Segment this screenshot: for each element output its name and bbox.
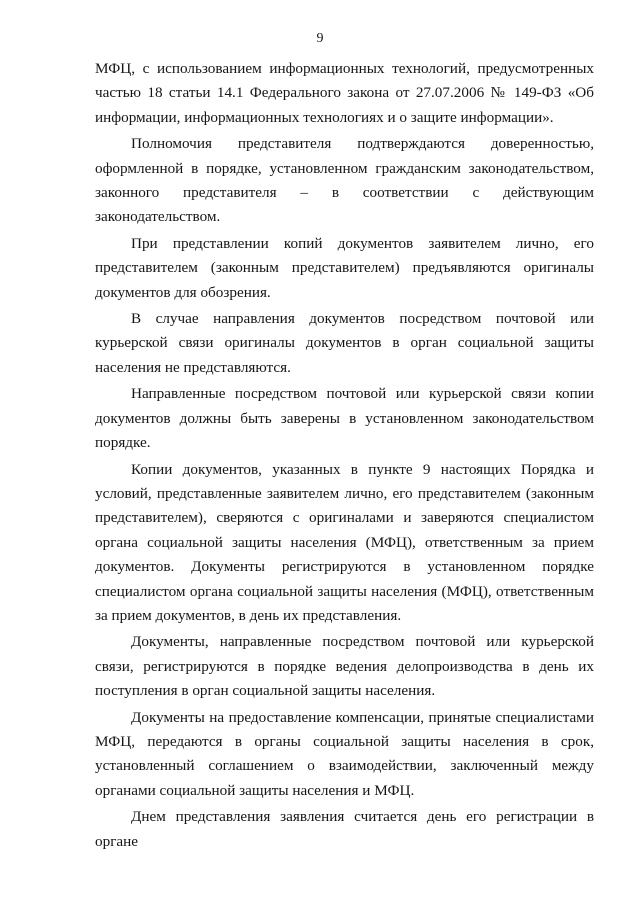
paragraph-application-date: Днем представления заявления считается день его регистрации в органе — [95, 808, 594, 850]
paragraph-postal-originals: В случае направления документов посредством почтовой или курьерской связи оригиналы документов в орган социальной защиты населения не представляются. — [95, 310, 594, 376]
paragraph-mfc-info-technologies: МФЦ, с использованием информационных технологий, предусмотренных частью 18 статьи 14.1 Федерального закона от 27.07.2006 № 149-ФЗ «Об информации, информационных технологиях и о защите информации». — [95, 60, 594, 126]
paragraph-mfc-transfer: Документы на предоставление компенсации, принятые специалистами МФЦ, передаются в органы социальной защиты населения в срок, установленный соглашением о взаимодействии, заключенный между органами социальной защиты населения и МФЦ. — [95, 708, 594, 799]
paragraph-postal-registration: Документы, направленные посредством почтовой или курьерской связи, регистрируются в порядке ведения делопроизводства в день их поступления в орган социальной защиты населения. — [95, 633, 594, 700]
paragraph-copies-originals: При представлении копий документов заявителем лично, его представителем (законным представителем) предъявляются оригиналы документов для обозрения. — [95, 234, 594, 301]
document-body — [95, 57, 594, 854]
paragraph-postal-copies-certified: Направленные посредством почтовой или курьерской связи копии документов должны быть заверены в установленном законодательством порядке. — [95, 385, 594, 452]
paragraph-copies-verification: Копии документов, указанных в пункте 9 настоящих Порядка и условий, представленные заявителем лично, его представителем (законным представителем), сверяются с оригиналами и заверяются специалистом органа социальной защиты населения (МФЦ), ответственным за прием документов. Документы регистрируются в установленном порядке специалистом органа социальной защиты населения (МФЦ), ответственным за прием документов, в день их представления. — [95, 460, 594, 624]
page-number: 9 — [316, 31, 324, 46]
paragraph-representative-authority: Полномочия представителя подтверждаются доверенностью, оформленной в порядке, установленном гражданским законодательством, законного представителя – в соответствии с действующим законодательством. — [95, 135, 594, 226]
